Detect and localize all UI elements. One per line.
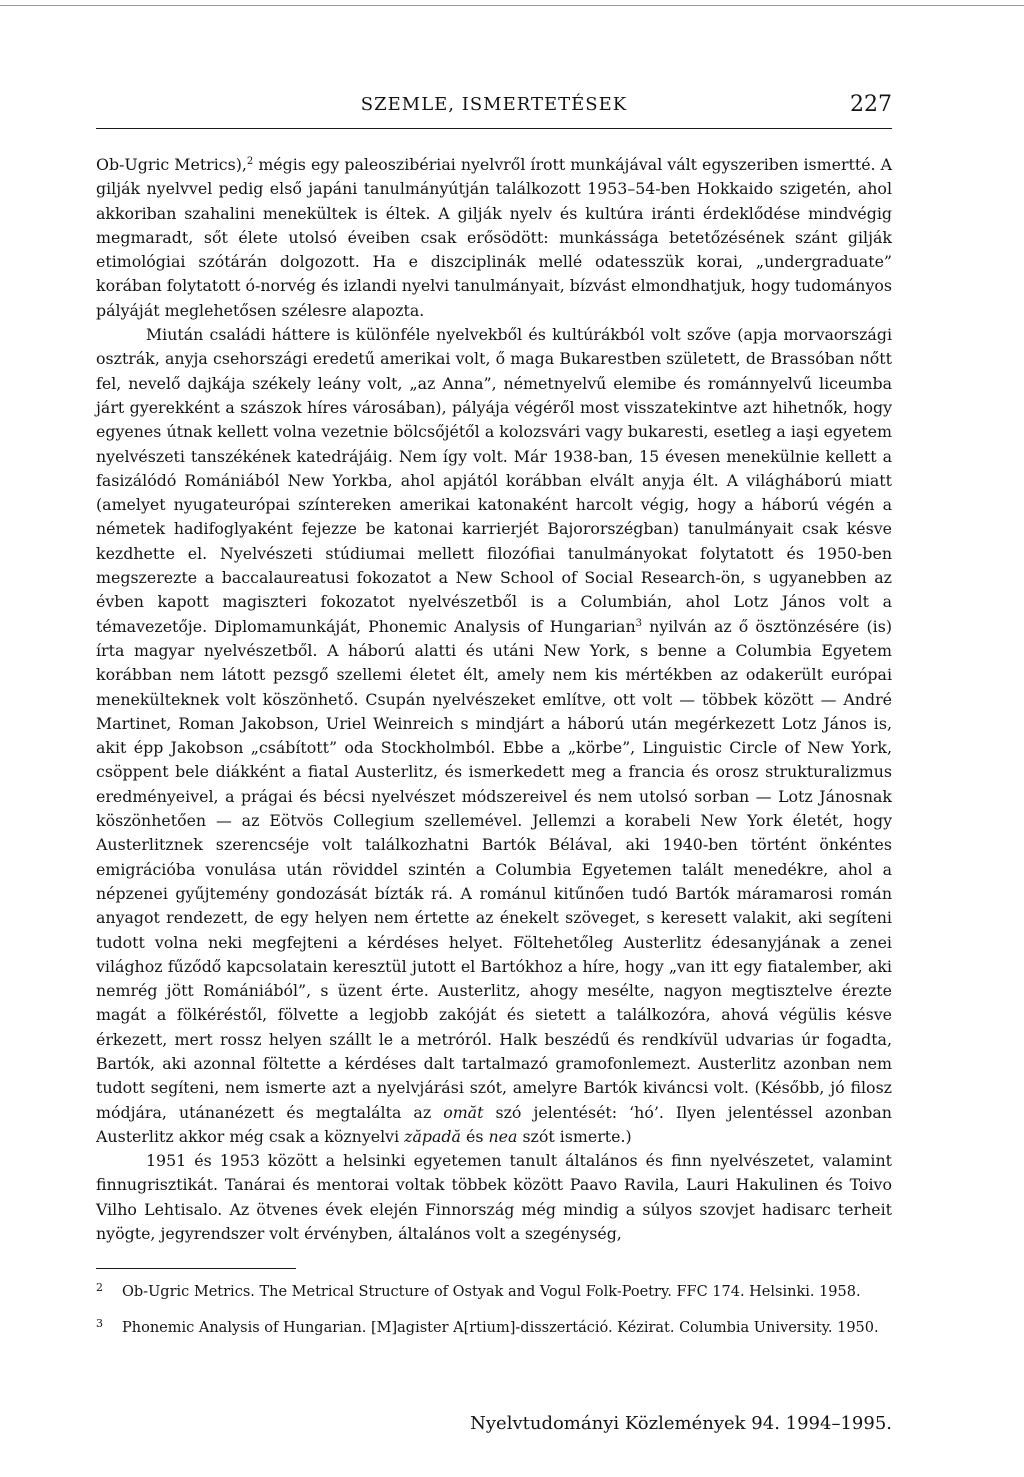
footnote-ref[interactable]: 3 [635, 617, 643, 629]
footnotes [96, 1282, 892, 1354]
footnote [96, 1282, 892, 1302]
footnote-mark: 2 [96, 1281, 103, 1294]
footnote-text: Ob-Ugric Metrics. The Metrical Structure of Ostyak and Vogul Folk-Poetry. FFC 174. Helsinki. 1958. [122, 1284, 861, 1300]
running-title: SZEMLE, ISMERTETÉSEK [360, 94, 628, 115]
scan-top-edge [0, 5, 1024, 6]
romanian-word: nea [488, 1126, 518, 1146]
running-head [96, 92, 892, 124]
paragraph: 1951 és 1953 között a helsinki egyetemen tanult általános és finn nyelvészetet, valamint finnugrisztikát. Tanárai és mentorai voltak többek között Paavo Ravila, Lauri Hakulinen és Toivo Vilho Lehtisalo. Az ötvenes évek elején Finnország még mindig a súlyos szovjet hadisarc terheit nyögte, jegyrendszer volt érvényben, általános volt a szegénység, [96, 1151, 892, 1244]
journal-citation: Nyelvtudományi Közlemények 94. 1994–1995. [470, 1413, 892, 1434]
paragraph: Miután családi háttere is különféle nyelvekből és kultúrákból volt szőve (apja morvaországi osztrák, anyja csehországi eredetű amerikai volt, ő maga Bukarestben született, de Brassóban nőtt fel, nevelő dajkája székely leány volt, „az Anna”, németnyelvű elemibe és románnyelvű liceumba járt gyerekként a szászok híres városában), pályája végéről most visszatekintve azt hihetnők, hogy egyenes útnak kellett volna vezetnie bölcsőjétől a kolozsvári vagy bukaresti, esetleg a iaşi egyetem nyelvészeti tanszékének katedrájáig. Nem így volt. Már 1938-ban, 15 évesen menekülnie kellett a fasizálódó Romániából New Yorkba, ahol apjától korábban elvált anyja élt. A világháború miatt (amelyet nyugateurópai színtereken amerikai katonaként harcolt végig, hogy a háború végén a németek hadifoglyaként fejezze be katonai karrierjét Bajororszégban) tanulmányait csak késve kezdhette el. Nyelvészeti stúdiumai mellett filozófiai tanulmányokat folytatott és 1950-ben megszerezte a baccalaureatusi fokozatot a New School of Social Research-ön, s ugyanebben az évben kapott magiszteri fokozatot nyelvészetből is a Columbián, ahol Lotz János volt a témavezetője. Diplomamunkáját, Phonemic Analysis of Hungarian$^3$ nyilván az ő ösztönzésére (is) írta magyar nyelvészetből. A háború alatti és utáni New York, s benne a Columbia Egyetem korábban nem látott pezsgő szellemi életet élt, amely nem kis mértékben az odakerült európai menekülteknek volt köszönhető. Csupán nyelvészeket említve, ott volt — többek között — André Martinet, Roman Jakobson, Uriel Weinreich s mindjárt a háború után megérkezett Lotz János is, akit épp Jakobson „csábított” oda Stockholmból. Ebbe a „körbe”, Linguistic Circle of New York, csöppent bele diákként a fiatal Austerlitz, és ismerkedett meg a francia és orosz strukturalizmus eredményeivel, a prágai és bécsi nyelvészet módszereivel és nem utolsó sorban — Lotz Jánosnak köszönhetően — az Eötvös Collegium szellemével. Jellemzi a korabeli New York életét, hogy Austerlitznek szerencséje volt találkozhatni Bartók Bélával, aki 1940-ben történt önkéntes emigrációba vonulása után röviddel szintén a Columbia Egyetemen talált menedékre, ahol a népzenei gyűjtemény gondozását bízták rá. A románul kitűnően tudó Bartók máramarosi román anyagot rendezett, de egy helyen nem értette az énekelt szöveget, s keresett valakit, aki segíteni tudott volna neki megfejteni a kérdéses helyet. Föltehetőleg Austerlitz édesanyjának a zenei világhoz fűződő kapcsolatain keresztül jutott el Bartókhoz a híre, hogy „van itt egy fiatalember, aki nemrég jött Romániából”, s üzent érte. Austerlitz, ahogy mesélte, nagyon megtisztelve érezte magát a fölkéréstől, fölvette a legjobb zakóját és sietett a találkozóra, ahová végülis késve érkezett, mert rossz helyen szállt le a metróról. Halk beszédű és rendkívül udvarias úr fogadta, Bartók, aki azonnal föltette a kérdéses dalt tartalmazó gramofonlemezt. Austerlitz azonban nem tudott segíteni, nem ismerte azt a nyelvjárási szót, amelyre Bartók kiváncsi volt. (Később, jó filosz módjára, utánanézett és megtalálta az omăt szó jelentését: ‘hó’. Ilyen jelentéssel azonban Austerlitz akkor még csak a köznyelvi zăpadă és nea szót ismerte.) [96, 325, 892, 1146]
header-rule [96, 128, 892, 129]
footnote-ref[interactable]: 2 [246, 156, 254, 167]
footnote-rule [96, 1268, 296, 1269]
page-number: 227 [850, 92, 892, 117]
romanian-word: omăt [443, 1102, 484, 1122]
footnote-text: Phonemic Analysis of Hungarian. [M]agister A[rtium]-disszertáció. Kézirat. Columbia University. 1950. [122, 1320, 879, 1336]
romanian-word: zăpadă [404, 1126, 461, 1146]
body-text [96, 153, 892, 1246]
footnote [96, 1318, 892, 1338]
footnote-mark: 3 [96, 1317, 103, 1330]
paragraph: Ob-Ugric Metrics),$^2$ mégis egy paleoszibériai nyelvről írott munkájával vált egyszeriben ismertté. A gilják nyelvvel pedig első japáni tanulmányútján találkozott 1953–54-ben Hokkaido szigetén, ahol akkoriban szahalini menekültek is éltek. A gilják nyelv és kultúra iránti érdeklődése mindvégig megmaradt, sőt élete utolsó éveiben csak erősödött: munkássága betetőzésének szánt gilják etimológiai szótárán dolgozott. Ha e diszciplinák mellé odatesszük korai, „undergraduate” korában folytatott ó-norvég és izlandi nyelvi tanulmányait, bízvást elmondhatjuk, hogy tudományos pályáját meglehetősen szélesre alapozta. [96, 155, 892, 320]
